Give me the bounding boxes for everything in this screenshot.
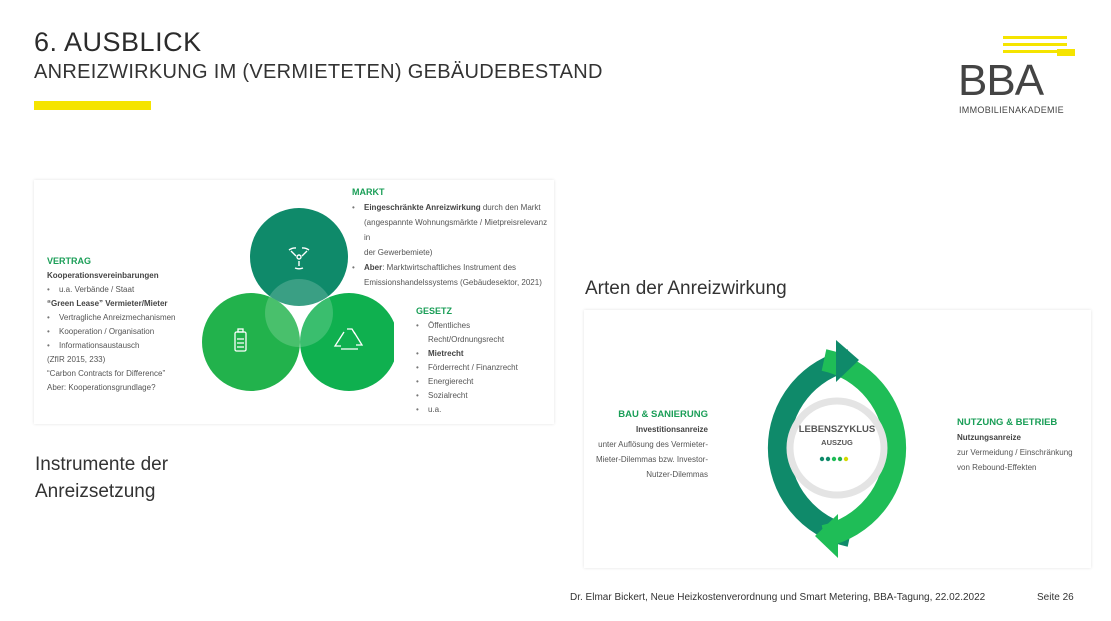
nutzung-heading: NUTZUNG & BETRIEB — [957, 417, 1058, 428]
accent-bar — [34, 101, 151, 110]
instruments-label-line-2: Anreizsetzung — [35, 481, 156, 502]
instruments-label-line-1: Instrumente der — [35, 454, 169, 475]
vertrag-line-2: u.a. Verbände / Staat — [59, 285, 135, 294]
markt-line-4-bold: Aber — [364, 263, 383, 272]
gesetz-block — [416, 306, 546, 417]
gesetz-line-3: Mietrecht — [428, 349, 464, 358]
water-drops-icon — [919, 440, 930, 455]
markt-line-1-rest: durch den Markt — [480, 203, 541, 212]
markt-line-4-rest: : Marktwirtschaftliches Instrument des — [382, 263, 517, 272]
types-label: Arten der Anreizwirkung — [585, 278, 787, 299]
lifecycle-cycle-diagram — [724, 338, 954, 560]
venn-center — [265, 279, 333, 347]
markt-text — [352, 200, 552, 290]
vertrag-block — [47, 256, 207, 395]
markt-line-5: Emissionshandelssystems (Gebäudesektor, 2021) — [364, 278, 542, 287]
vertrag-line-5: Kooperation / Organisation — [59, 327, 155, 336]
gesetz-text — [416, 319, 546, 417]
bba-logo — [955, 32, 1080, 122]
footer-text: Dr. Elmar Bickert, Neue Heizkostenverordnung und Smart Metering, BBA-Tagung, 22.02.2022 — [570, 592, 986, 603]
markt-heading: MARKT — [352, 187, 385, 197]
lifecycle-title: LEBENSZYKLUS — [798, 424, 876, 435]
vertrag-line-6: Informationsaustausch — [59, 341, 140, 350]
bau-block — [584, 409, 708, 482]
gesetz-line-1: Öffentliches — [428, 321, 471, 330]
page-title: 6. AUSBLICK — [34, 27, 202, 57]
markt-block — [352, 187, 552, 290]
markt-line-3: der Gewerbemiete) — [364, 248, 433, 257]
nutzung-line-1: zur Vermeidung / Einschränkung — [957, 448, 1073, 457]
vertrag-line-3: “Green Lease” Vermieter/Mieter — [47, 299, 168, 308]
instruments-panel — [34, 180, 554, 424]
bau-line-3: Nutzer-Dilemmas — [646, 470, 708, 479]
page-subtitle: ANREIZWIRKUNG IM (VERMIETETEN) GEBÄUDEBESTAND — [34, 61, 603, 83]
gesetz-line-5: Energierecht — [428, 377, 474, 386]
logo-subtext: IMMOBILIENAKADEMIE — [959, 105, 1064, 115]
vertrag-heading: VERTRAG — [47, 256, 92, 266]
bau-heading: BAU & SANIERUNG — [618, 409, 708, 420]
nutzung-sub: Nutzungsanreize — [957, 433, 1022, 442]
vertrag-line-4: Vertragliche Anreizmechanismen — [59, 313, 176, 322]
vertrag-text — [47, 269, 207, 395]
bau-text — [584, 422, 708, 482]
inner-ring — [790, 401, 884, 495]
vertrag-line-1: Kooperationsvereinbarungen — [47, 271, 159, 280]
page-number: Seite 26 — [1037, 592, 1074, 603]
lifecycle-subtitle: AUSZUG — [821, 438, 853, 447]
bau-line-2: Mieter-Dilemmas bzw. Investor- — [595, 455, 708, 464]
nutzung-block — [957, 417, 1089, 475]
battery-icon — [745, 438, 753, 454]
gesetz-line-7: u.a. — [428, 405, 442, 414]
lifecycle-panel — [584, 310, 1091, 568]
gesetz-line-2: Recht/Ordnungsrecht — [428, 335, 505, 344]
logo-text: BBA — [958, 56, 1044, 105]
vertrag-line-9: Aber: Kooperationsgrundlage? — [47, 383, 156, 392]
markt-line-1-bold: Eingeschränkte Anreizwirkung — [364, 203, 481, 212]
bau-sub: Investitionsanreize — [635, 425, 708, 434]
gesetz-heading: GESETZ — [416, 306, 453, 316]
vertrag-line-7: (ZfIR 2015, 233) — [47, 355, 106, 364]
markt-line-2: (angespannte Wohnungsmärkte / Mietpreisrelevanz in — [364, 218, 548, 242]
nutzung-line-2: von Rebound-Effekten — [957, 463, 1037, 472]
nutzung-text — [957, 430, 1089, 475]
gesetz-line-6: Sozialrecht — [428, 391, 468, 400]
gesetz-line-4: Förderrecht / Finanzrecht — [428, 363, 518, 372]
vertrag-line-8: “Carbon Contracts for Difference” — [47, 369, 166, 378]
bau-line-1: unter Auflösung des Vermieter- — [598, 440, 708, 449]
lifecycle-center — [780, 424, 894, 447]
instruments-label — [35, 451, 168, 505]
